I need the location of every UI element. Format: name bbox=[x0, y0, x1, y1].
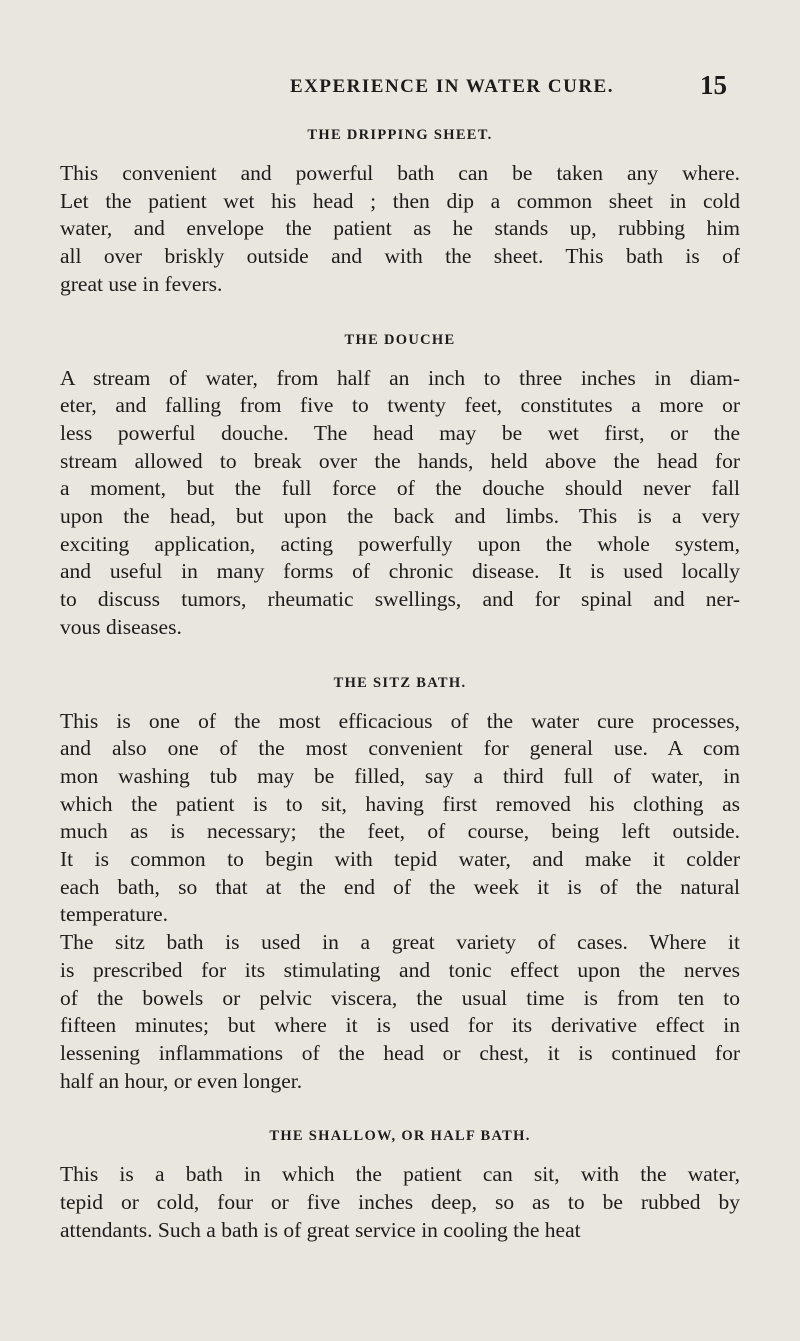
text-line: attendants. Such a bath is of great service in cooling the heat bbox=[60, 1217, 581, 1242]
text-line: which the patient is to sit, having first removed his clothing as bbox=[60, 791, 740, 816]
text-line: and useful in many forms of chronic disease. It is used locally bbox=[60, 559, 740, 584]
text-line: half an hour, or even longer. bbox=[60, 1068, 303, 1093]
text-line: tepid or cold, four or five inches deep, so as to be rubbed by bbox=[60, 1190, 740, 1215]
section-gap bbox=[60, 642, 740, 672]
text-line: less powerful douche. The head may be wet first, or the bbox=[60, 420, 740, 445]
section-heading: THE DOUCHE bbox=[344, 331, 456, 348]
paragraph bbox=[60, 708, 740, 930]
page-number: 15 bbox=[700, 70, 727, 100]
text-line: vous diseases. bbox=[60, 614, 182, 639]
text-line: stream allowed to break over the hands, held above the head for bbox=[60, 448, 740, 473]
text-line: This is a bath in which the patient can sit, with the water, bbox=[60, 1162, 740, 1187]
text-line: to discuss tumors, rheumatic swellings, and for spinal and ner- bbox=[60, 587, 740, 612]
text-line: It is common to begin with tepid water, and make it colder bbox=[60, 847, 740, 872]
paragraph bbox=[60, 929, 740, 1095]
text-line: temperature. bbox=[60, 902, 169, 927]
text-line: is prescribed for its stimulating and tonic effect upon the nerves bbox=[60, 957, 740, 982]
text-line: a moment, but the full force of the douche should never fall bbox=[60, 476, 740, 501]
text-line: eter, and falling from five to twenty feet, constitutes a more or bbox=[60, 393, 740, 418]
text-line: fifteen minutes; but where it is used for its derivative effect in bbox=[60, 1013, 740, 1038]
running-head bbox=[0, 66, 800, 106]
text-line: each bath, so that at the end of the week it is of the natural bbox=[60, 874, 740, 899]
paragraph bbox=[60, 365, 740, 642]
text-line: upon the head, but upon the back and limbs. This is a very bbox=[60, 504, 740, 529]
paragraph bbox=[60, 1161, 740, 1244]
text-line: of the bowels or pelvic viscera, the usual time is from ten to bbox=[60, 985, 740, 1010]
text-line: A stream of water, from half an inch to three inches in diam- bbox=[60, 365, 740, 390]
section-gap bbox=[60, 1095, 740, 1125]
heading-gap bbox=[60, 146, 740, 160]
text-line: exciting application, acting powerfully upon the whole system, bbox=[60, 531, 740, 556]
heading-gap bbox=[60, 1147, 740, 1161]
heading-gap bbox=[60, 694, 740, 708]
running-title: EXPERIENCE IN WATER CURE. bbox=[290, 76, 614, 97]
text-line: all over briskly outside and with the sheet. This bath is of bbox=[60, 244, 740, 269]
text-line: lessening inflammations of the head or chest, it is continued for bbox=[60, 1040, 740, 1065]
body-text bbox=[60, 124, 740, 1245]
section-gap bbox=[60, 299, 740, 329]
text-line: and also one of the most convenient for general use. A com bbox=[60, 736, 740, 761]
section-heading: THE SITZ BATH. bbox=[333, 674, 467, 691]
text-line: great use in fevers. bbox=[60, 271, 223, 296]
text-line: Let the patient wet his head ; then dip a common sheet in cold bbox=[60, 188, 740, 213]
section-heading: THE DRIPPING SHEET. bbox=[307, 127, 493, 143]
text-line: This convenient and powerful bath can be taken any where. bbox=[60, 161, 740, 185]
text-line: mon washing tub may be filled, say a third full of water, in bbox=[60, 763, 740, 788]
text-line: This is one of the most efficacious of the water cure processes, bbox=[60, 708, 740, 733]
text-line: The sitz bath is used in a great variety of cases. Where it bbox=[60, 930, 740, 955]
section-heading: THE SHALLOW, OR HALF BATH. bbox=[269, 1128, 531, 1145]
heading-gap bbox=[60, 351, 740, 365]
text-line: water, and envelope the patient as he stands up, rubbing him bbox=[60, 216, 740, 241]
text-line: much as is necessary; the feet, of course, being left outside. bbox=[60, 819, 740, 844]
paragraph bbox=[60, 160, 740, 299]
